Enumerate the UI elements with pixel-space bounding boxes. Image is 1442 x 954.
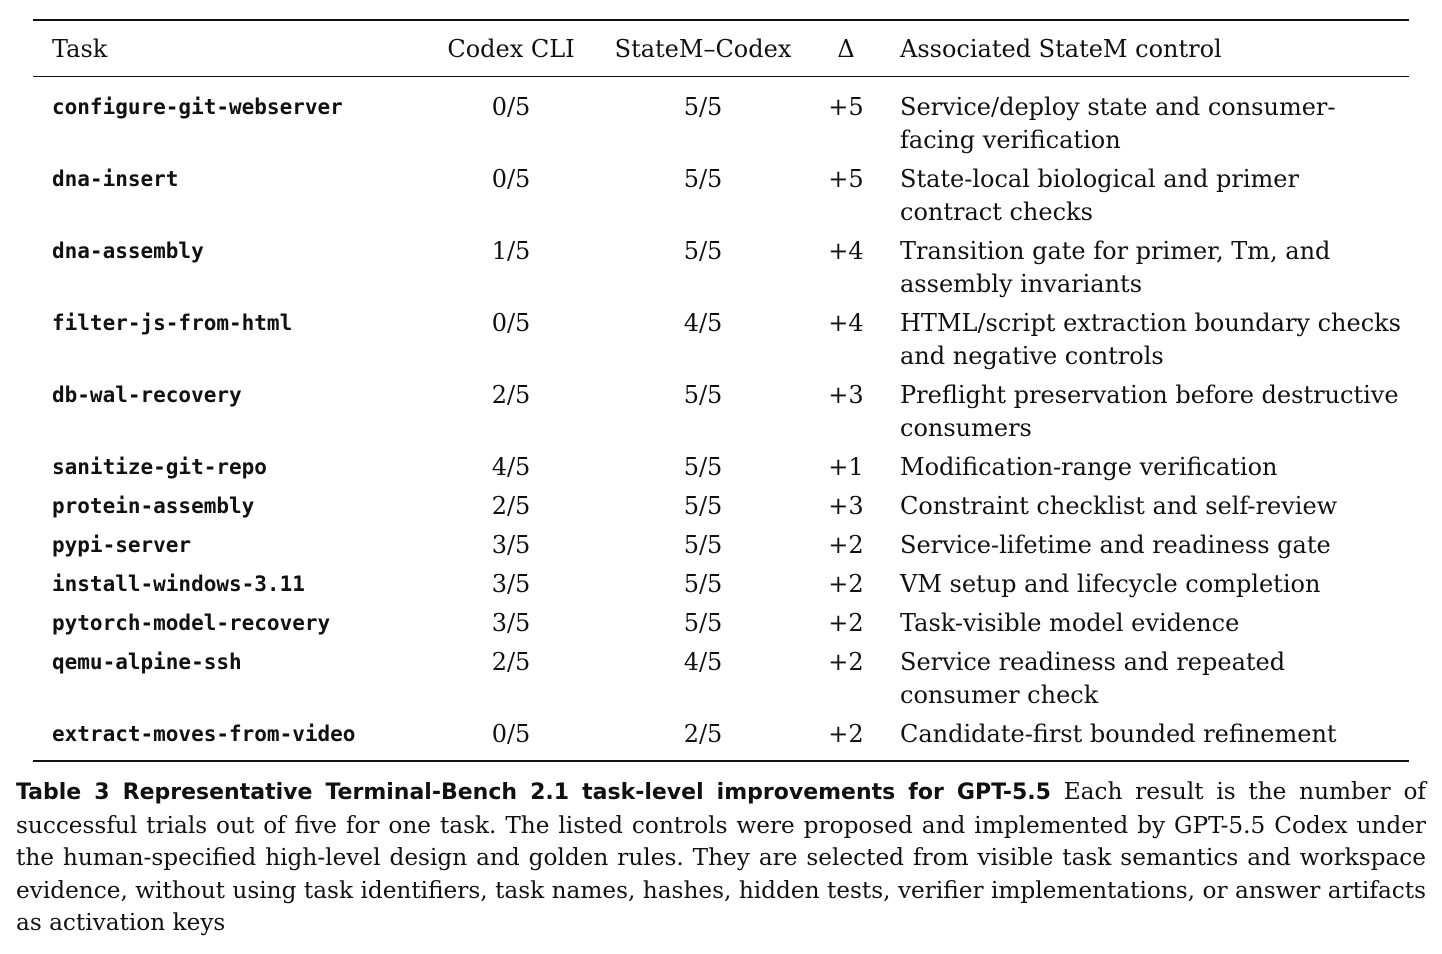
table-row <box>33 490 1409 529</box>
cell-statem-codex: 5/5 <box>683 237 723 265</box>
cell-control: Modification-range verification <box>900 453 1278 481</box>
cell-delta: +2 <box>828 570 864 598</box>
cell-delta: +3 <box>828 492 864 520</box>
cell-delta: +2 <box>828 609 864 637</box>
cell-statem-codex: 5/5 <box>683 609 723 637</box>
header-control: Associated StateM control <box>900 34 1222 63</box>
cell-codex-cli: 3/5 <box>491 609 531 637</box>
table-row <box>33 568 1409 607</box>
table-row <box>33 379 1409 451</box>
header-delta: Δ <box>837 34 855 63</box>
cell-delta: +2 <box>828 648 864 676</box>
cell-task: dna-insert <box>52 167 179 191</box>
cell-codex-cli: 2/5 <box>491 492 531 520</box>
cell-delta: +4 <box>828 237 864 265</box>
cell-control: Preflight preservation before destructive consumers <box>900 381 1399 442</box>
table-row <box>33 163 1409 235</box>
table-row <box>33 307 1409 379</box>
caption-label: Table 3 Representative Terminal-Bench 2.1 task-level improvements for GPT-5.5 <box>16 780 1051 805</box>
table-row <box>33 529 1409 568</box>
cell-delta: +2 <box>828 531 864 559</box>
caption-text: Each result is the number of successful trials out of five for one task. The listed controls were proposed and implemented by GPT-5.5 Codex under the human-specified high-level design and golden rules. They are selected from visible task semantics and workspace evidence, without using task identifiers, task names, hashes, hidden tests, verifier implementations, or answer artifacts as activation keys <box>16 778 1426 937</box>
cell-codex-cli: 0/5 <box>491 165 531 193</box>
cell-control: HTML/script extraction boundary checks and negative controls <box>900 309 1401 370</box>
cell-task: db-wal-recovery <box>52 383 242 407</box>
cell-codex-cli: 1/5 <box>491 237 531 265</box>
table-row <box>33 718 1409 761</box>
header-statem-codex: StateM–Codex <box>614 34 792 63</box>
cell-control: Task-visible model evidence <box>900 609 1240 637</box>
cell-statem-codex: 5/5 <box>683 570 723 598</box>
cell-task: install-windows-3.11 <box>52 572 305 596</box>
cell-codex-cli: 0/5 <box>491 93 531 121</box>
header-codex-cli: Codex CLI <box>447 34 575 63</box>
header-row <box>33 20 1409 77</box>
cell-control: Service/deploy state and consumer-facing verification <box>900 93 1336 154</box>
cell-codex-cli: 2/5 <box>491 381 531 409</box>
cell-control: Transition gate for primer, Tm, and assembly invariants <box>900 237 1331 298</box>
cell-codex-cli: 3/5 <box>491 570 531 598</box>
table-row <box>33 451 1409 490</box>
cell-task: dna-assembly <box>52 239 204 263</box>
cell-statem-codex: 5/5 <box>683 531 723 559</box>
cell-task: sanitize-git-repo <box>52 455 267 479</box>
cell-statem-codex: 4/5 <box>683 648 723 676</box>
header-task: Task <box>52 34 108 63</box>
cell-task: qemu-alpine-ssh <box>52 650 242 674</box>
cell-codex-cli: 0/5 <box>491 720 531 748</box>
cell-codex-cli: 2/5 <box>491 648 531 676</box>
table-row <box>33 607 1409 646</box>
cell-delta: +2 <box>828 720 864 748</box>
cell-codex-cli: 4/5 <box>491 453 531 481</box>
cell-task: configure-git-webserver <box>52 95 343 119</box>
cell-control: State-local biological and primer contract checks <box>900 165 1299 226</box>
cell-statem-codex: 5/5 <box>683 93 723 121</box>
cell-statem-codex: 5/5 <box>683 381 723 409</box>
cell-codex-cli: 0/5 <box>491 309 531 337</box>
cell-control: Constraint checklist and self-review <box>900 492 1338 520</box>
cell-statem-codex: 5/5 <box>683 492 723 520</box>
cell-statem-codex: 4/5 <box>683 309 723 337</box>
cell-task: protein-assembly <box>52 494 255 518</box>
table-row <box>33 235 1409 307</box>
table-header <box>33 20 1409 77</box>
results-table <box>33 19 1409 762</box>
table-row <box>33 77 1409 164</box>
table-caption <box>16 776 1426 940</box>
cell-task: extract-moves-from-video <box>52 722 356 746</box>
cell-codex-cli: 3/5 <box>491 531 531 559</box>
cell-task: filter-js-from-html <box>52 311 293 335</box>
cell-statem-codex: 2/5 <box>683 720 723 748</box>
cell-control: VM setup and lifecycle completion <box>900 570 1321 598</box>
results-table-container <box>33 19 1409 762</box>
cell-task: pypi-server <box>52 533 192 557</box>
table-body <box>33 77 1409 762</box>
cell-delta: +4 <box>828 309 864 337</box>
cell-delta: +1 <box>828 453 864 481</box>
cell-control: Candidate-first bounded refinement <box>900 720 1337 748</box>
cell-control: Service readiness and repeated consumer check <box>900 648 1286 709</box>
table-row <box>33 646 1409 718</box>
cell-statem-codex: 5/5 <box>683 165 723 193</box>
cell-task: pytorch-model-recovery <box>52 611 331 635</box>
cell-delta: +3 <box>828 381 864 409</box>
cell-delta: +5 <box>828 93 864 121</box>
cell-delta: +5 <box>828 165 864 193</box>
cell-statem-codex: 5/5 <box>683 453 723 481</box>
cell-control: Service-lifetime and readiness gate <box>900 531 1331 559</box>
